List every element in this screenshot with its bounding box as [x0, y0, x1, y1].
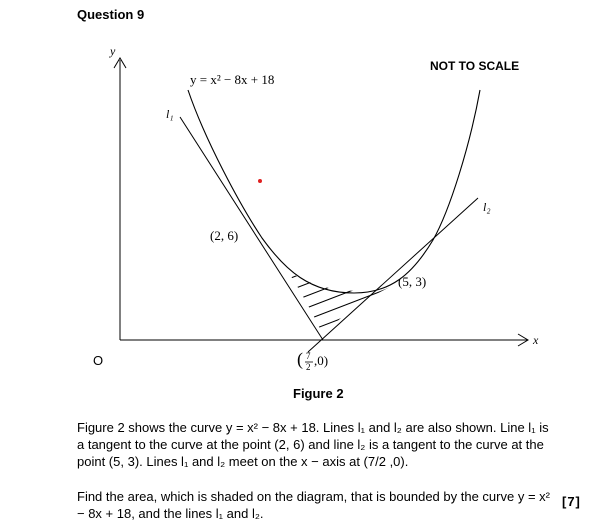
y-axis-label: y: [110, 44, 116, 58]
figure-caption: Figure 2: [293, 386, 344, 401]
point-label-5-3: (5, 3): [398, 274, 427, 289]
line1-label: l₁: [166, 107, 174, 121]
red-marker-dot: [258, 179, 262, 183]
point-c-denominator: 2: [306, 362, 311, 372]
curve-label: y = x² − 8x + 18: [190, 72, 275, 87]
question-paragraph-2: Find the area, which is shaded on the diagram, that is bounded by the curve y = x² − 8x + 18, and the lines l₁ and l₂.: [77, 489, 550, 521]
point-label-2-6: (2, 6): [210, 228, 239, 243]
line2-label: l₂: [483, 200, 491, 214]
curve: [188, 90, 480, 293]
point-c-open-paren: (: [297, 349, 303, 369]
x-axis-label: x: [533, 333, 539, 347]
question-title: Question 9: [77, 7, 145, 22]
not-to-scale-label: NOT TO SCALE: [430, 59, 520, 73]
point-label-7-2-0: [297, 349, 328, 372]
point-c-close: ,0): [314, 353, 329, 368]
origin-label: O: [93, 353, 104, 368]
marks-badge: [7]: [562, 494, 581, 509]
line-l2: [308, 198, 478, 352]
point-c-numerator: 7: [306, 351, 311, 361]
line-l1: [180, 117, 323, 340]
question-paragraph-1: Figure 2 shows the curve y = x² − 8x + 18. Lines l₁ and l₂ are also shown. Line l₁ is a tangent to the curve at the point (2, 6) and line l₂ is a tangent to the curve at the point (5, 3). Lines l₁ and l₂ meet on the x − axis at (7/2 ,0).: [77, 420, 549, 469]
